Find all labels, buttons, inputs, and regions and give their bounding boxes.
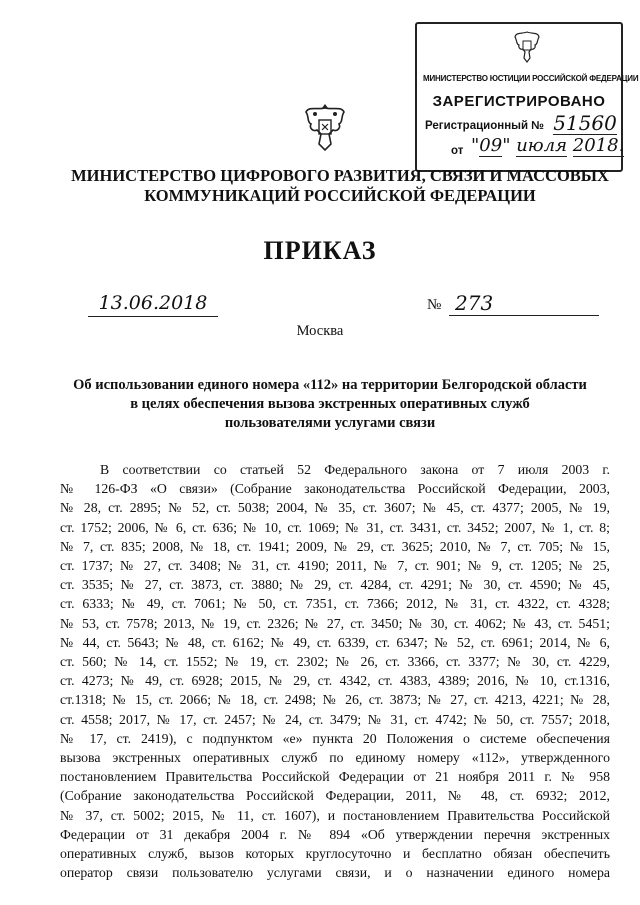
body-line: ст. 6333; № 49, ст. 7061; № 50, ст. 7351, ст. 7366; 2012, № 31, ст. 4322, ст. 4328;	[60, 596, 610, 612]
stamp-reg-year: 2018.	[572, 135, 625, 156]
body-line: № 28, ст. 2895; № 52, ст. 5038; 2004, № 35, ст. 3607; № 45, ст. 4377; 2005, № 19,	[60, 500, 610, 516]
document-type-title: ПРИКАЗ	[263, 236, 377, 265]
ministry-title	[60, 166, 620, 206]
city: Москва	[296, 323, 344, 339]
body-line: № 17, ст. 2419), с подпунктом «е» пункта 20 Положения о системе обеспечения	[60, 730, 610, 746]
body-line: № 53, ст. 7578; 2013, № 19, ст. 2326; № 27, ст. 3450; № 30, ст. 4062; № 43, ст. 5451;	[60, 615, 610, 631]
body-line: оператор связи пользователю услугами связи, и о назначении единого номера	[60, 865, 610, 881]
stamp-reg-day: 09	[479, 135, 503, 156]
body-line: № 126-ФЗ «О связи» (Собрание законодательства Российской Федерации, 2003,	[60, 481, 610, 497]
stamp-reg-month: июля	[516, 135, 568, 156]
order-subject	[60, 376, 600, 433]
body-line: Федерации от 31 декабря 2004 г. № 894 «Об утверждении перечня экстренных	[60, 826, 610, 842]
body-line: ст. 1752; 2006, № 6, ст. 636; № 10, ст. 1069; № 31, ст. 3431, ст. 3452; 2007, № 1, ст. 8;	[60, 519, 610, 535]
body-line: постановлением Правительства Российской Федерации от 21 ноября 2011 г. № 958	[60, 769, 610, 785]
ministry-title-line2: КОММУНИКАЦИЙ РОССИЙСКОЙ ФЕДЕРАЦИИ	[144, 186, 536, 205]
stamp-reg-number: 51560	[553, 111, 617, 135]
stamp-reg-label: Регистрационный №	[425, 120, 545, 132]
subject-line2: в целях обеспечения вызова экстренных оперативных служб	[130, 396, 530, 412]
body-line: ст. 4558; 2017, № 17, ст. 2457; № 24, ст. 3479; № 31, ст. 4742; № 50, ст. 7557; 2018,	[60, 711, 610, 727]
subject-line1: Об использовании единого номера «112» на территории Белгородской области	[73, 377, 587, 393]
body-line: вызова экстренных оперативных служб по единому номеру «112», утвержденного	[60, 750, 610, 766]
body-line: ст.1318; № 15, ст. 2066; № 18, ст. 2498; № 26, ст. 3873; № 27, ст. 4213, 4221; № 28,	[60, 692, 610, 708]
body-line: № 44, ст. 5643; № 48, ст. 6162; № 49, ст. 6339, ст. 6347; № 52, ст. 6961; 2014, № 6,	[60, 634, 610, 650]
order-date: 13.06.2018	[88, 290, 218, 317]
stamp-emblem-icon	[513, 30, 541, 64]
body-line: оперативных служб, вызов которых круглосуточно и бесплатно обязан обеспечить	[60, 846, 610, 862]
stamp-registered: ЗАРЕГИСТРИРОВАНО	[432, 93, 606, 110]
body-paragraph	[60, 460, 610, 882]
body-line: № 37, ст. 5002; 2015, № 11, ст. 1607), и постановлением Правительства Российской	[60, 807, 610, 823]
body-line: (Собрание законодательства Российской Федерации, 2011, № 48, ст. 6932; 2012,	[60, 788, 610, 804]
subject-line3: пользователями услугами связи	[224, 415, 436, 431]
stamp-reg-date: "09" июля 2018.	[471, 135, 625, 156]
body-line: № 7, ст. 835; 2008, № 18, ст. 1941; 2009, № 29, ст. 3625; 2010, № 7, ст. 705; № 15,	[60, 538, 610, 554]
stamp-ministry: МИНИСТЕРСТВО ЮСТИЦИИ РОССИЙСКОЙ ФЕДЕРАЦИИ	[423, 74, 639, 83]
body-line: ст. 1737; № 27, ст. 3408; № 31, ст. 4190; 2011, № 7, ст. 901; № 9, ст. 1205; № 25,	[60, 558, 610, 574]
order-number: 273	[449, 290, 599, 316]
ministry-title-line1: МИНИСТЕРСТВО ЦИФРОВОГО РАЗВИТИЯ, СВЯЗИ И МАССОВЫХ	[71, 166, 609, 185]
body-line: ст. 560; № 14, ст. 1552; № 19, ст. 2302; № 26, ст. 3366, ст. 3377; № 30, ст. 4229,	[60, 654, 610, 670]
number-sign: №	[427, 297, 442, 313]
body-line: ст. 3535; № 27, ст. 3873, ст. 3880; № 29, ст. 4284, ст. 4291; № 30, ст. 4590; № 45,	[60, 577, 610, 593]
coat-of-arms-icon	[303, 100, 347, 152]
body-line: В соответствии со статьей 52 Федерального закона от 7 июля 2003 г.	[100, 462, 610, 477]
body-line: ст. 4273; № 49, ст. 6928; 2015, № 29, ст. 4342, ст. 4383, 4389; 2016, № 10, ст.1316,	[60, 673, 610, 689]
stamp-from-label: от	[451, 145, 464, 157]
registration-stamp	[415, 22, 639, 172]
